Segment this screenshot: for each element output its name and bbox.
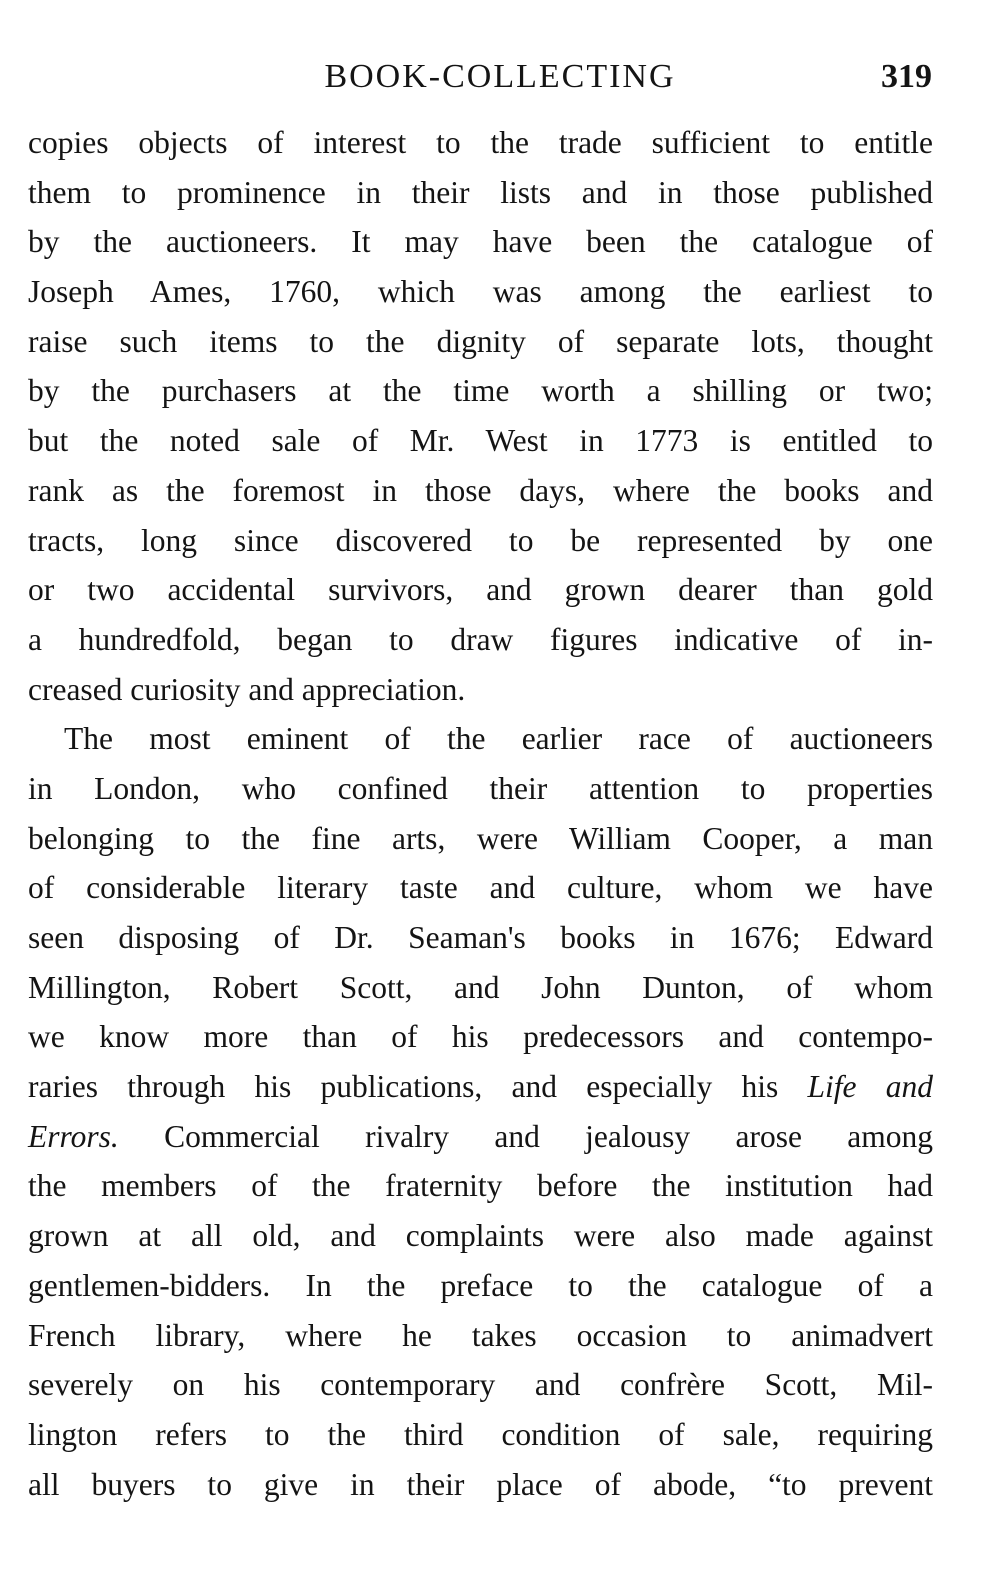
running-head [0, 52, 1000, 102]
text-line: rank as the foremost in those days, where the books and [28, 472, 933, 508]
text-line: grown at all old, and complaints were also made against [28, 1218, 933, 1254]
text-line: gentlemen-bidders. In the preface to the catalogue of a [28, 1267, 933, 1303]
text-segment: raries through his publications, and especially his [28, 1069, 779, 1105]
text-line: raise such items to the dignity of separate lots, thought [28, 323, 933, 359]
text-line: them to prominence in their lists and in those published [28, 174, 933, 210]
text-line: all buyers to give in their place of abode, “to prevent [28, 1466, 933, 1502]
text-line [28, 1112, 933, 1162]
text-line: in London, who confined their attention to properties [28, 770, 933, 806]
page-number: 319 [881, 58, 932, 95]
book-title-italic: Life and [807, 1069, 933, 1105]
text-line: Joseph Ames, 1760, which was among the earliest to [28, 274, 933, 310]
text-line: severely on his contemporary and confrère Scott, Mil- [28, 1367, 933, 1403]
text-line: seen disposing of Dr. Seaman's books in 1676; Edward [28, 920, 933, 955]
text-line: lington refers to the third condition of sale, requiring [28, 1416, 933, 1452]
paragraph-1 [28, 118, 933, 714]
running-title: BOOK-COLLECTING [324, 58, 676, 95]
text-line [28, 1062, 933, 1112]
text-line: creased curiosity and appreciation. [28, 671, 466, 707]
text-line: or two accidental survivors, and grown dearer than gold [28, 572, 933, 608]
text-segment: Commercial rivalry and jealousy arose among [164, 1118, 933, 1154]
text-line: copies objects of interest to the trade sufficient to entitle [28, 125, 933, 160]
book-title-italic: Errors. [28, 1118, 119, 1154]
text-line: but the noted sale of Mr. West in 1773 is entitled to [28, 423, 933, 459]
text-line: by the auctioneers. It may have been the catalogue of [28, 224, 933, 260]
text-line: the members of the fraternity before the institution had [28, 1168, 933, 1204]
paragraph-2 [28, 714, 933, 1509]
body-text [28, 118, 933, 1509]
text-line: Millington, Robert Scott, and John Dunton, of whom [28, 969, 933, 1005]
text-line: we know more than of his predecessors and contempo- [28, 1019, 933, 1055]
text-line: by the purchasers at the time worth a shilling or two; [28, 373, 933, 409]
text-line: The most eminent of the earlier race of auctioneers [64, 721, 933, 757]
text-line: a hundredfold, began to draw figures indicative of in- [28, 621, 933, 657]
text-line: French library, where he takes occasion to animadvert [28, 1317, 933, 1353]
text-line: of considerable literary taste and culture, whom we have [28, 870, 933, 906]
text-line: belonging to the fine arts, were William Cooper, a man [28, 820, 933, 856]
text-line: tracts, long since discovered to be represented by one [28, 522, 933, 558]
